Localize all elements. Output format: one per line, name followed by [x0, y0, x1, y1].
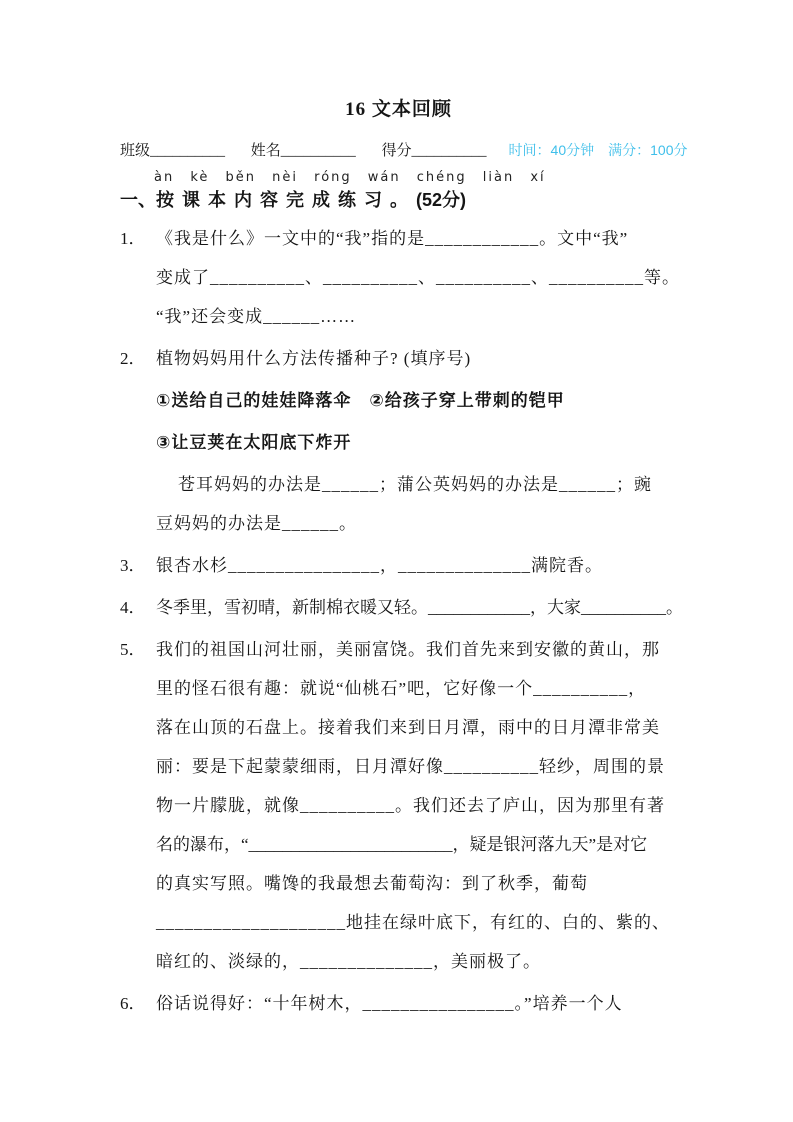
question-2-number: 2．	[120, 349, 146, 368]
question-6-line-1: 俗话说得好：“十年树木，________________。”培养一个人	[156, 994, 623, 1013]
question-6	[120, 984, 677, 1023]
question-3-number: 3．	[120, 556, 146, 575]
question-2	[120, 339, 677, 543]
question-2-option-1-2: ①送给自己的娃娃降落伞 ②给孩子穿上带刺的铠甲	[156, 391, 565, 410]
question-5-number: 5．	[120, 640, 146, 659]
question-5-line-8: ____________________地挂在绿叶底下，有红的、白的、紫的、	[156, 913, 670, 932]
header-row	[120, 140, 688, 161]
question-3	[120, 546, 677, 585]
question-4-number: 4．	[120, 598, 146, 617]
page-title: 16 文本回顾	[345, 99, 452, 120]
question-2-line-4: 苍耳妈妈的办法是______；蒲公英妈妈的办法是______；豌	[178, 475, 652, 494]
score-field: 得分__________	[381, 143, 487, 159]
question-1	[120, 219, 680, 336]
question-1-line-2: 变成了__________、__________、__________、__________等。	[156, 268, 680, 287]
question-6-number: 6．	[120, 994, 146, 1013]
question-1-line-3: “我”还会变成______……	[156, 307, 357, 326]
question-list	[120, 219, 683, 1023]
question-1-line-1: 《我是什么》一文中的“我”指的是____________。文中“我”	[156, 229, 629, 248]
class-field: 班级__________	[120, 143, 226, 159]
question-2-line-1: 植物妈妈用什么方法传播种子? (填序号)	[156, 349, 472, 368]
question-5-line-6: 名的瀑布，“________________________，疑是银河落九天”是对它	[156, 835, 648, 854]
question-5-line-7: 的真实写照。嘴馋的我最想去葡萄沟：到了秋季，葡萄	[156, 874, 588, 893]
question-5-line-3: 落在山顶的石盘上。接着我们来到日月潭，雨中的日月潭非常美	[156, 718, 660, 737]
section-number: 一、	[120, 190, 156, 210]
student-fields	[120, 141, 509, 161]
question-2-option-3: ③让豆荚在太阳底下炸开	[156, 433, 352, 452]
time-score-info: 时间：40分钟 满分：100分	[508, 142, 688, 158]
section-score: (52分)	[416, 190, 467, 210]
question-4-line-1: 冬季里，雪初晴，新制棉衣暖又轻。____________，大家__________。	[156, 598, 683, 617]
section-heading	[120, 187, 677, 213]
question-5-line-9: 暗红的、淡绿的，______________，美丽极了。	[156, 952, 541, 971]
question-5	[120, 630, 677, 981]
name-field: 姓名__________	[250, 143, 356, 159]
question-5-line-5: 物一片朦胧，就像__________。我们还去了庐山，因为那里有著	[156, 796, 665, 815]
question-5-line-4: 丽：要是下起蒙蒙细雨，日月潭好像__________轻纱，周围的景	[156, 757, 665, 776]
question-5-line-1: 我们的祖国山河壮丽，美丽富饶。我们首先来到安徽的黄山，那	[156, 640, 660, 659]
question-2-line-5: 豆妈妈的办法是______。	[156, 514, 357, 533]
question-3-line-1: 银杏水杉________________，______________满院香。	[156, 556, 603, 575]
question-1-number: 1．	[120, 229, 146, 248]
question-5-line-2: 里的怪石很有趣：就说“仙桃石”吧，它好像一个__________，	[156, 679, 647, 698]
question-4	[120, 588, 683, 627]
section-pinyin: àn kè běn nèi róng wán chéng liàn xí	[154, 170, 546, 185]
section-heading-text: 按课本内容完成练习。	[156, 190, 416, 210]
